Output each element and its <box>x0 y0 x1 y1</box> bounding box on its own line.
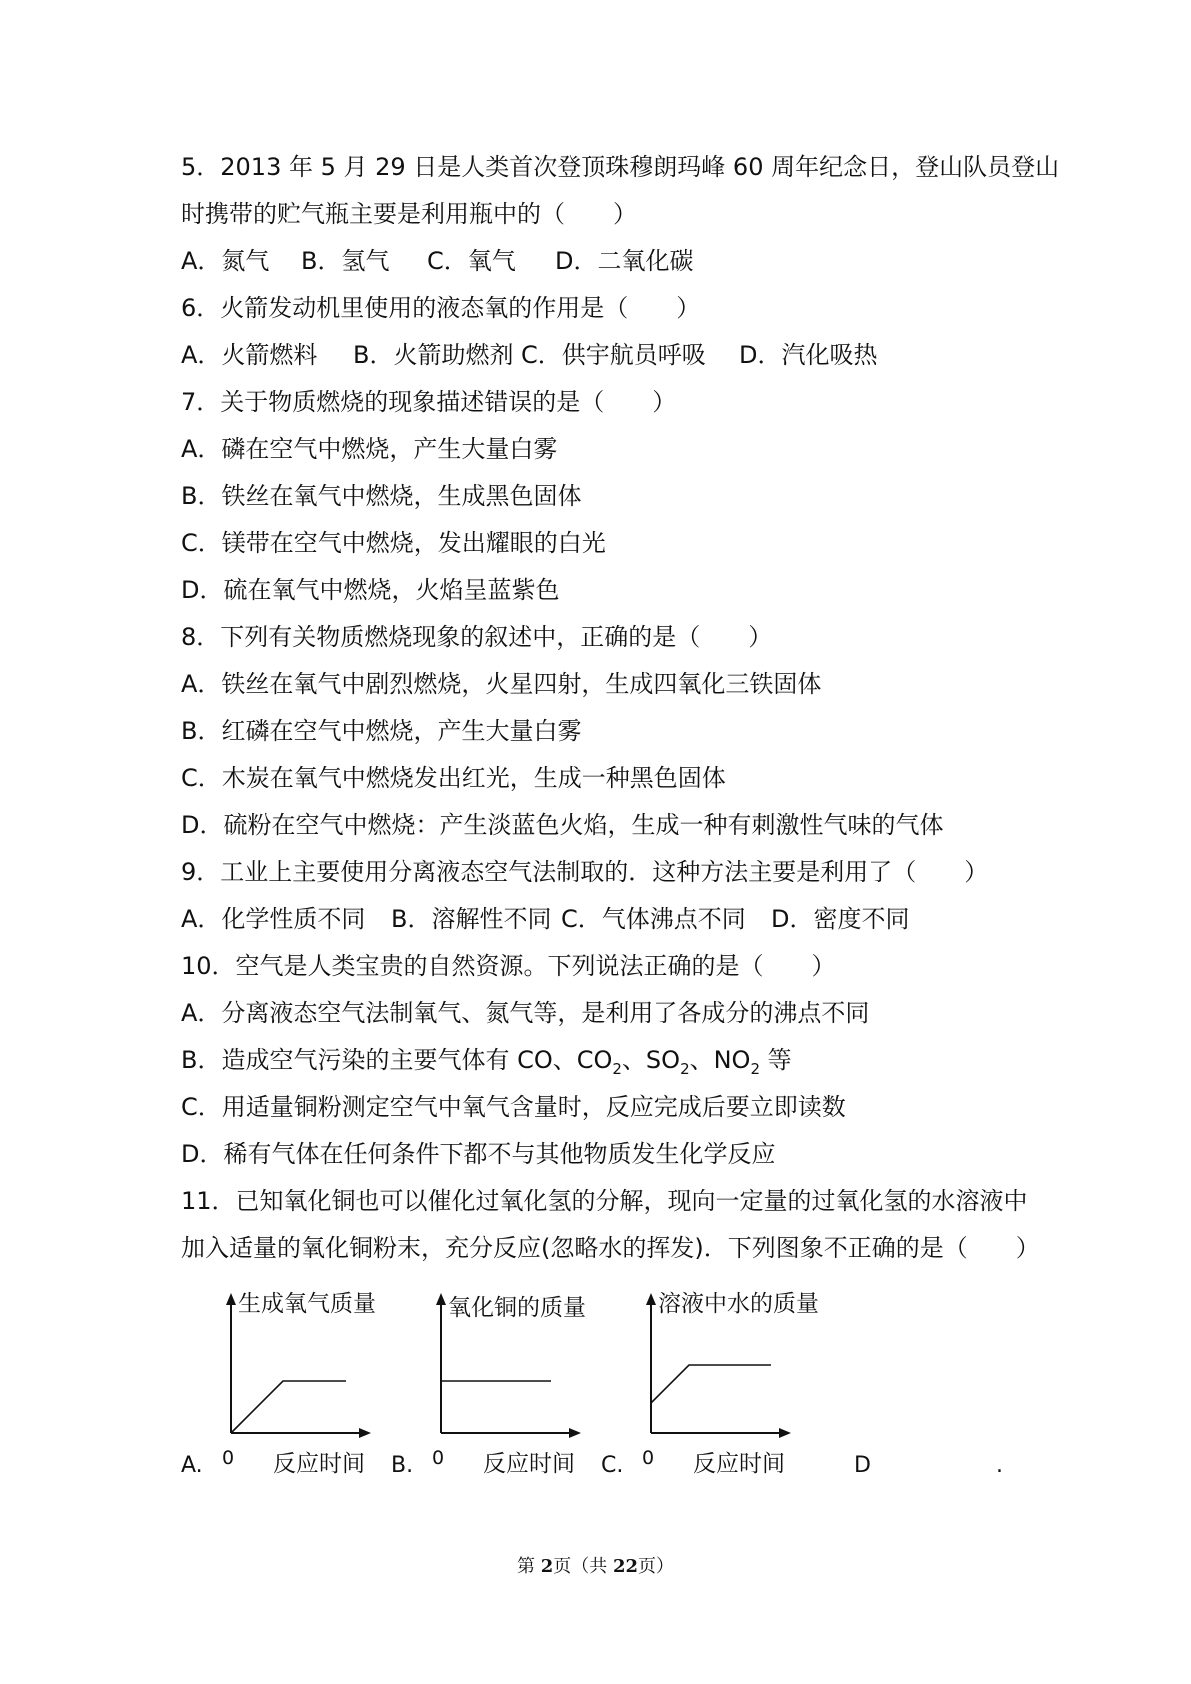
q8-option-b: B．红磷在空气中燃烧，产生大量白雾 <box>181 717 582 745</box>
q6-option-a: A．火箭燃料 <box>181 341 318 369</box>
q7-option-d: D．硫在氧气中燃烧，火焰呈蓝紫色 <box>181 576 560 604</box>
q11-line1: 11．已知氧化铜也可以催化过氧化氢的分解，现向一定量的过氧化氢的水溶液中 <box>181 1187 1028 1215</box>
q5-line2: 时携带的贮气瓶主要是利用瓶中的（ ） <box>181 200 637 228</box>
footer-pre: 第 <box>516 1556 541 1577</box>
q9-stem: 9．工业上主要使用分离液态空气法制取的．这种方法主要是利用了（ ） <box>181 858 989 886</box>
q10-option-b <box>181 1045 792 1078</box>
chart-a-letter: A. <box>181 1453 203 1478</box>
chart-b-x-arrow <box>569 1428 581 1438</box>
q6-options <box>181 340 877 370</box>
chart-c-y-arrow <box>646 1293 656 1305</box>
chart-b-plot <box>391 1285 591 1445</box>
q9-option-d: D．密度不同 <box>771 905 910 933</box>
chart-b-ylabel: 氧化铜的质量 <box>448 1295 586 1321</box>
footer-mid: 页（共 <box>553 1556 613 1577</box>
page-footer <box>0 1552 1191 1578</box>
chart-b-y-arrow <box>436 1293 446 1305</box>
q5-line1: 5．2013 年 5 月 29 日是人类首次登顶珠穆朗玛峰 60 周年纪念日，登山队员登山 <box>181 153 1060 181</box>
chart-a-x-arrow <box>359 1428 371 1438</box>
chart-c-plot <box>601 1285 801 1445</box>
q10-option-b-text4: 等 <box>760 1046 792 1074</box>
chart-a-ylabel: 生成氧气质量 <box>238 1291 376 1317</box>
chart-c-series-line <box>651 1365 771 1403</box>
q6-stem: 6．火箭发动机里使用的液态氧的作用是（ ） <box>181 294 701 322</box>
q7-stem: 7．关于物质燃烧的现象描述错误的是（ ） <box>181 388 677 416</box>
q10-option-c: C．用适量铜粉测定空气中氧气含量时，反应完成后要立即读数 <box>181 1093 846 1121</box>
q11-line2: 加入适量的氧化铜粉末，充分反应(忽略水的挥发)．下列图象不正确的是（ ） <box>181 1234 1040 1262</box>
chart-a-origin: 0 <box>222 1447 235 1469</box>
chart-b-origin: 0 <box>432 1447 445 1469</box>
q10-option-b-text3: 、NO <box>689 1046 751 1074</box>
q10-stem: 10．空气是人类宝贵的自然资源。下列说法正确的是（ ） <box>181 952 836 980</box>
q10-option-b-sub1: 2 <box>612 1059 622 1078</box>
q5-options <box>181 246 693 276</box>
q9-options <box>181 904 909 934</box>
chart-c-origin: 0 <box>642 1447 655 1469</box>
q9-option-a: A．化学性质不同 <box>181 905 366 933</box>
q5-option-d: D．二氧化碳 <box>555 247 694 275</box>
q8-stem: 8．下列有关物质燃烧现象的叙述中，正确的是（ ） <box>181 623 773 651</box>
q7-option-c: C．镁带在空气中燃烧，发出耀眼的白光 <box>181 529 606 557</box>
q10-option-d: D．稀有气体在任何条件下都不与其他物质发生化学反应 <box>181 1140 776 1168</box>
q10-option-a: A．分离液态空气法制氧气、氮气等，是利用了各成分的沸点不同 <box>181 999 870 1027</box>
footer-page-number: 2 <box>540 1556 554 1577</box>
chart-a <box>181 1285 401 1485</box>
chart-b-xlabel: 反应时间 <box>483 1451 575 1477</box>
q8-option-a: A．铁丝在氧气中剧烈燃烧，火星四射，生成四氧化三铁固体 <box>181 670 822 698</box>
q10-option-b-text2: 、SO <box>621 1046 681 1074</box>
q7-option-b: B．铁丝在氧气中燃烧，生成黑色固体 <box>181 482 582 510</box>
q7-option-a: A．磷在空气中燃烧，产生大量白雾 <box>181 435 558 463</box>
q9-option-b: B．溶解性不同 <box>391 905 552 933</box>
q5-option-b: B．氢气 <box>301 247 390 275</box>
chart-a-xlabel: 反应时间 <box>273 1451 365 1477</box>
footer-post: 页） <box>638 1556 675 1577</box>
q11-charts <box>181 1285 1021 1485</box>
q6-option-b: B．火箭助燃剂 <box>353 341 514 369</box>
q6-option-c: C．供宇航员呼吸 <box>521 341 706 369</box>
chart-c-xlabel: 反应时间 <box>693 1451 785 1477</box>
q8-option-d: D．硫粉在空气中燃烧：产生淡蓝色火焰，生成一种有刺激性气味的气体 <box>181 811 944 839</box>
chart-c-x-arrow <box>779 1428 791 1438</box>
chart-b <box>391 1285 611 1485</box>
q10-option-b-sub3: 2 <box>750 1059 760 1078</box>
q6-option-d: D．汽化吸热 <box>739 341 878 369</box>
q9-option-c: C．气体沸点不同 <box>561 905 746 933</box>
chart-c <box>601 1285 821 1485</box>
q10-option-b-sub2: 2 <box>680 1059 690 1078</box>
chart-d-letter: D <box>854 1453 871 1478</box>
q8-option-c: C．木炭在氧气中燃烧发出红光，生成一种黑色固体 <box>181 764 726 792</box>
chart-a-series-line <box>231 1381 346 1433</box>
q5-option-a: A．氮气 <box>181 247 270 275</box>
chart-c-ylabel: 溶液中水的质量 <box>658 1291 819 1317</box>
chart-c-letter: C. <box>601 1453 624 1478</box>
chart-b-letter: B. <box>391 1453 414 1478</box>
chart-a-plot <box>181 1285 381 1445</box>
q10-option-b-text1: B．造成空气污染的主要气体有 CO、CO <box>181 1046 613 1074</box>
footer-total-pages: 22 <box>612 1556 639 1577</box>
q5-option-c: C．氧气 <box>427 247 516 275</box>
chart-d-trailing-dot: . <box>996 1453 1003 1478</box>
chart-a-y-arrow <box>226 1293 236 1305</box>
